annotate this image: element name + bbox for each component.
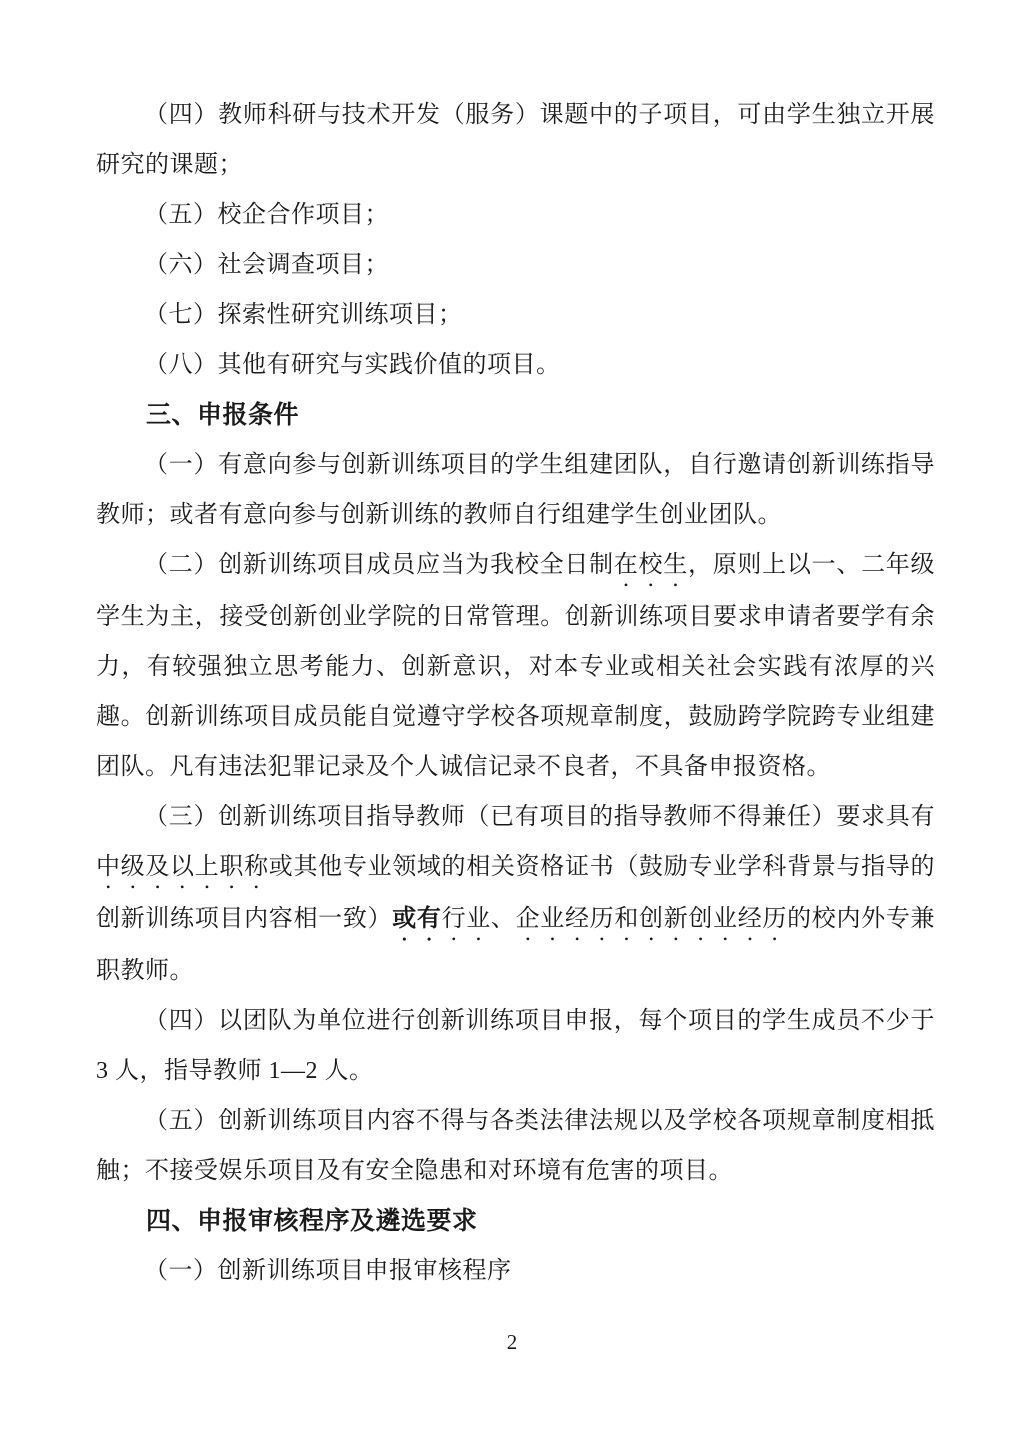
paragraph-text: （一）有意向参与创新训练项目的学生组建团队，自行邀请创新训练指导教师；或者有意向参与创新训练的教师自行组建学生创业团队。 bbox=[96, 452, 935, 528]
subsection-heading-1 bbox=[96, 1246, 935, 1296]
emphasized-text: 行业、企业经历和创新创业经历 bbox=[441, 906, 788, 932]
section-heading-4 bbox=[96, 1196, 935, 1246]
list-item-6 bbox=[96, 240, 935, 290]
list-item-7 bbox=[96, 290, 935, 340]
paragraph-text: （一）创新训练项目申报审核程序 bbox=[144, 1258, 512, 1284]
list-item-5 bbox=[96, 190, 935, 240]
section-heading-text: 三、申报条件 bbox=[146, 401, 300, 429]
condition-item-5 bbox=[96, 1096, 935, 1196]
list-item-4 bbox=[96, 90, 935, 190]
emphasized-text: 在校生 bbox=[613, 552, 688, 578]
paragraph-text: （七）探索性研究训练项目； bbox=[144, 302, 463, 328]
condition-item-4 bbox=[96, 996, 935, 1096]
paragraph-text: （五）校企合作项目； bbox=[144, 202, 389, 228]
condition-item-3 bbox=[96, 792, 935, 996]
paragraph-text: 的校内外专兼职教师。 bbox=[96, 906, 936, 984]
page-number: 2 bbox=[506, 1330, 518, 1354]
bold-emphasized-text: 或有 bbox=[392, 906, 442, 932]
paragraph-text: ，原则上以一、二年级学生为主，接受创新创业学院的日常管理。创新训练项目要求申请者要学有余力，有较强独立思考能力、创新意识，对本专业或相关社会实践有浓厚的兴趣。创新训练项目成员能自觉遵守学校各项规章制度，鼓励跨学院跨专业组建团队。凡有违法犯罪记录及个人诚信记录不良者，不具备申报资格。 bbox=[96, 552, 936, 780]
emphasized-text: 中级及以上职称 bbox=[96, 854, 269, 880]
section-heading-text: 四、申报审核程序及遴选要求 bbox=[146, 1207, 478, 1235]
paragraph-text: （三）创新训练项目指导教师（已有项目的指导教师不得兼任）要求具有 bbox=[144, 804, 935, 830]
paragraph-text: （二）创新训练项目成员应当为我校全日制 bbox=[144, 552, 614, 578]
condition-item-1 bbox=[96, 440, 935, 540]
paragraph-text: 或其他专业领域的相关资格证书（鼓励专业学科背景与指导的创新训练项目内容相一致） bbox=[96, 854, 936, 932]
paragraph-text: （六）社会调查项目； bbox=[144, 252, 389, 278]
paragraph-text: （四）教师科研与技术开发（服务）课题中的子项目，可由学生独立开展研究的课题； bbox=[96, 102, 935, 178]
paragraph-text: （五）创新训练项目内容不得与各类法律法规以及学校各项规章制度相抵触；不接受娱乐项目及有安全隐患和对环境有危害的项目。 bbox=[96, 1108, 935, 1184]
condition-item-2 bbox=[96, 540, 935, 792]
paragraph-text: （四）以团队为单位进行创新训练项目申报，每个项目的学生成员不少于 3 人，指导教师 1—2 人。 bbox=[96, 1008, 935, 1084]
list-item-8 bbox=[96, 340, 935, 390]
paragraph-text: （八）其他有研究与实践价值的项目。 bbox=[144, 352, 561, 378]
section-heading-3 bbox=[96, 390, 935, 440]
document-body bbox=[96, 90, 935, 1296]
